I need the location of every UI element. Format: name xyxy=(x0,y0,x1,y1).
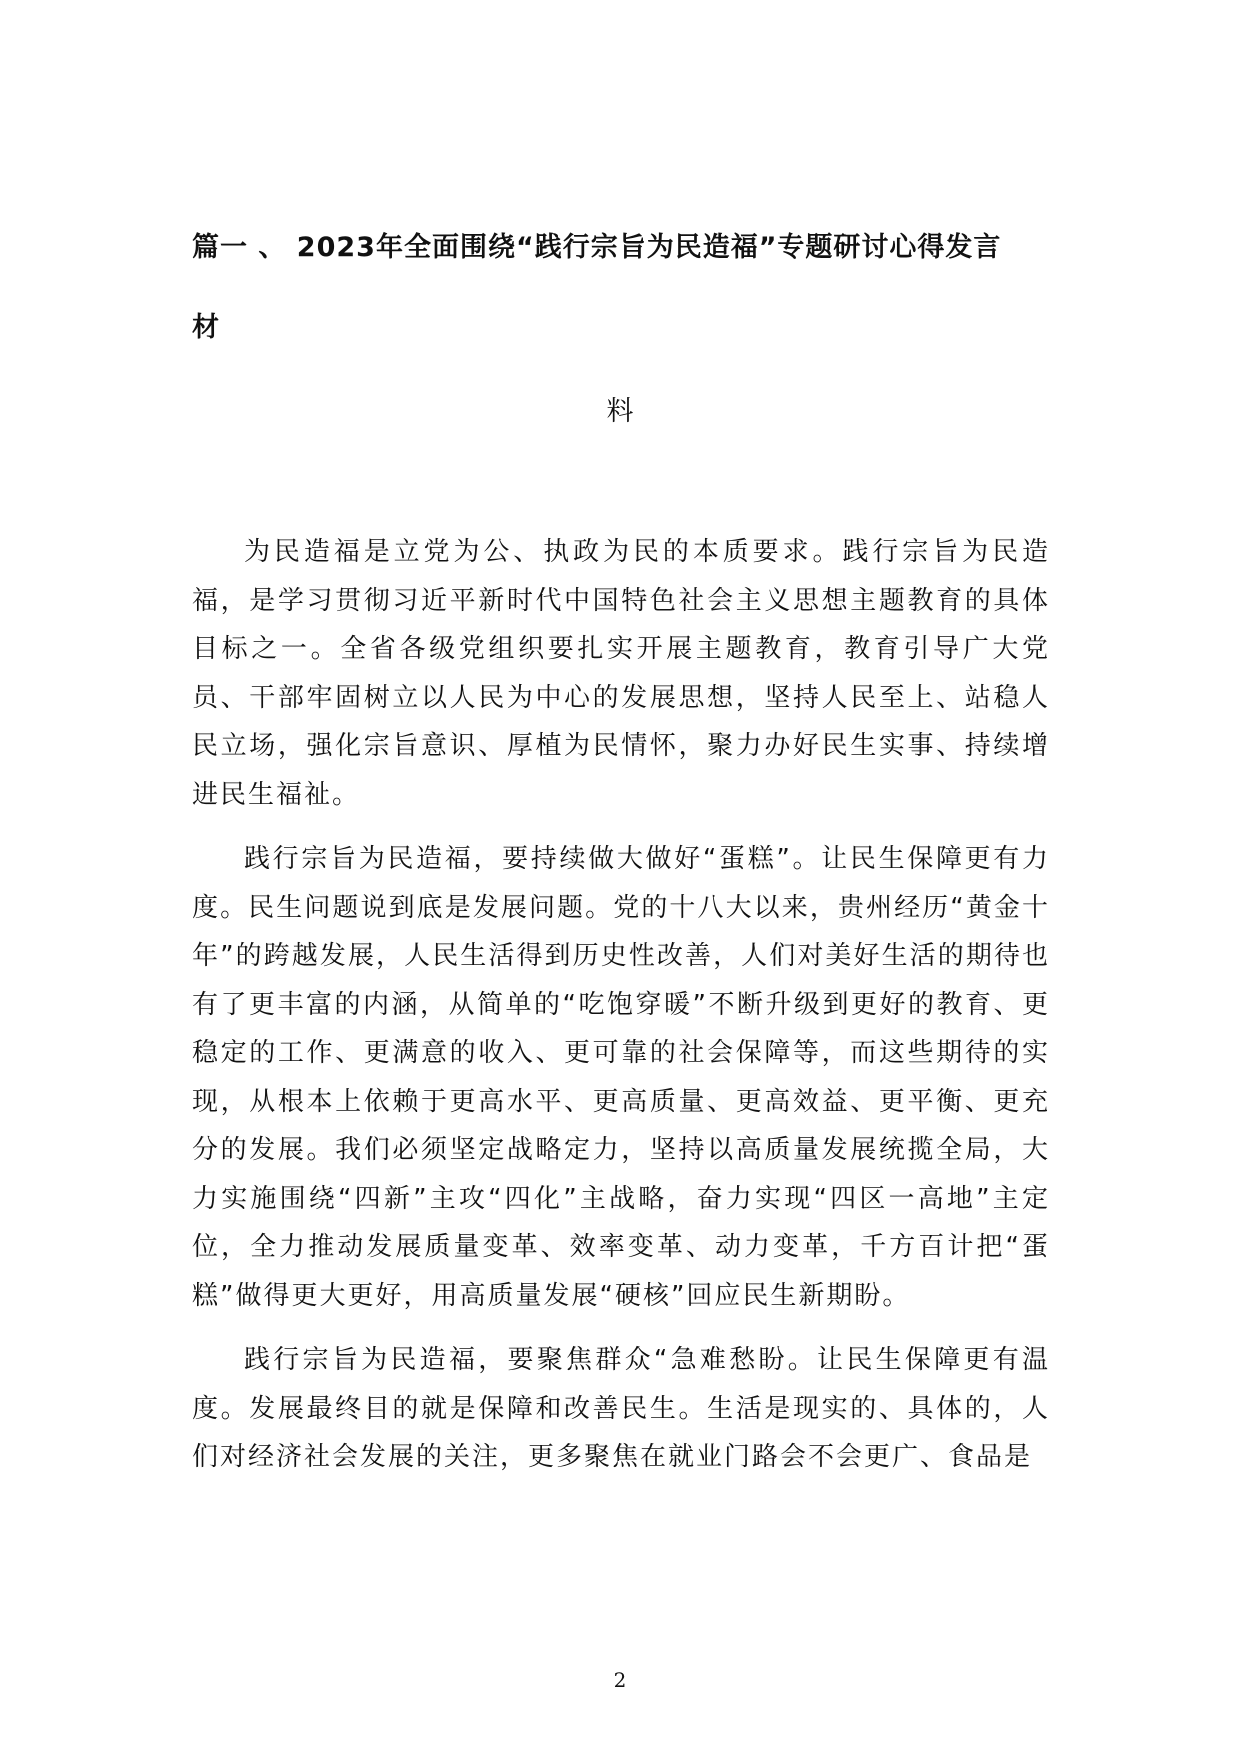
document-body xyxy=(192,528,1050,1498)
document-title: 篇一 、 2023年全面围绕“践行宗旨为民造福”专题研讨心得发言 xyxy=(192,232,1002,263)
document-title-continuation: 材 xyxy=(192,312,219,343)
paragraph-cake: 践行宗旨为民造福，要持续做大做好“蛋糕”。让民生保障更有力度。民生问题说到底是发展问题。党的十八大以来，贵州经历“黄金十年”的跨越发展，人民生活得到历史性改善，人们对美好生活的期待也有了更丰富的内涵，从简单的“吃饱穿暖”不断升级到更好的教育、更稳定的工作、更满意的收入、更可靠的社会保障等，而这些期待的实现，从根本上依赖于更高水平、更高质量、更高效益、更平衡、更充分的发展。我们必须坚定战略定力，坚持以高质量发展统揽全局，大力实施围绕“四新”主攻“四化”主战略，奋力实现“四区一高地”主定位，全力推动发展质量变革、效率变革、动力变革，千方百计把“蛋糕”做得更大更好，用高质量发展“硬核”回应民生新期盼。 xyxy=(192,844,1050,1311)
paragraph-intro: 为民造福是立党为公、执政为民的本质要求。践行宗旨为民造福，是学习贯彻习近平新时代中国特色社会主义思想主题教育的具体目标之一。全省各级党组织要扎实开展主题教育，教育引导广大党员、干部牢固树立以人民为中心的发展思想，坚持人民至上、站稳人民立场，强化宗旨意识、厚植为民情怀，聚力办好民生实事、持续增进民生福祉。 xyxy=(192,537,1050,810)
paragraph-urgent-needs: 践行宗旨为民造福，要聚焦群众“急难愁盼。让民生保障更有温度。发展最终目的就是保障和改善民生。生活是现实的、具体的，人们对经济社会发展的关注，更多聚焦在就业门路会不会更广、食品是 xyxy=(192,1345,1050,1472)
document-title-continuation-centered: 料 xyxy=(606,396,634,427)
page-number: 2 xyxy=(613,1668,627,1692)
